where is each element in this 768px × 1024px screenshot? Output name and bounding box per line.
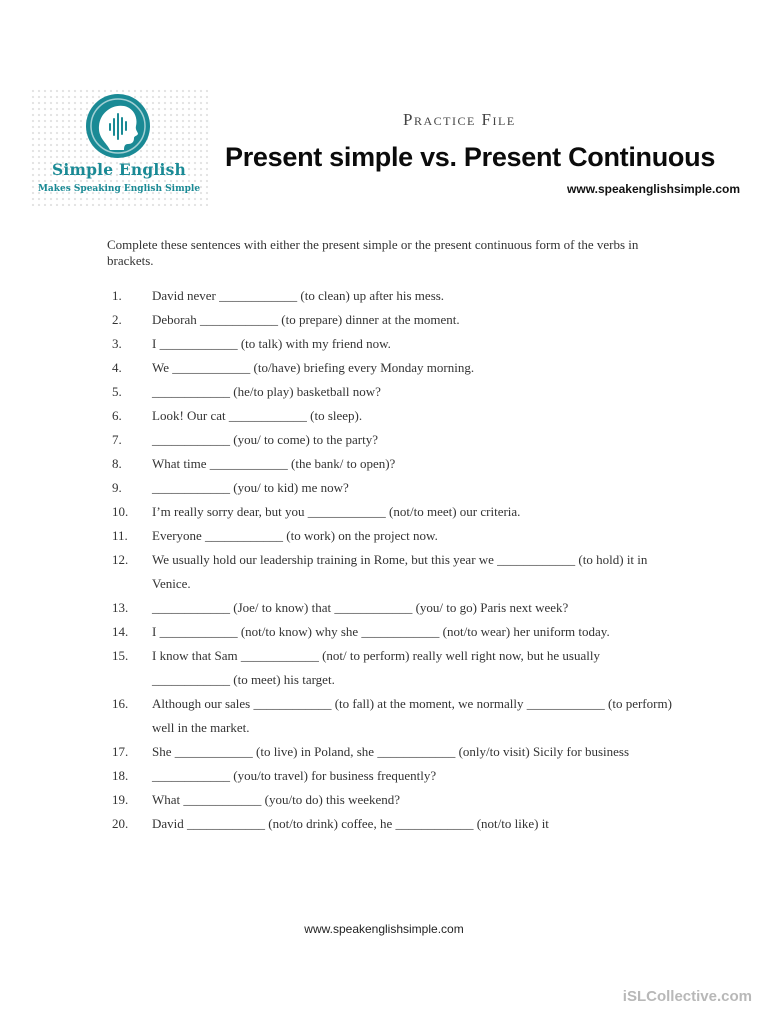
header-website-link[interactable]: www.speakenglishsimple.com xyxy=(567,182,740,196)
exercise-item xyxy=(112,332,672,356)
item-number: 5. xyxy=(112,384,122,399)
item-text: I know that Sam ____________ (not/ to perform) really well right now, but he usually ____________ (to meet) his target. xyxy=(152,648,600,687)
item-number: 1. xyxy=(112,288,122,303)
exercise-item xyxy=(112,788,672,812)
exercise-list xyxy=(112,284,672,836)
item-number: 17. xyxy=(112,744,129,759)
exercise-item xyxy=(112,308,672,332)
logo xyxy=(30,88,208,206)
item-text: I ____________ (not/to know) why she ____________ (not/to wear) her uniform today. xyxy=(152,624,610,639)
item-text: ____________ (you/to travel) for business frequently? xyxy=(152,768,437,783)
exercise-item xyxy=(112,644,672,692)
item-text: I ____________ (to talk) with my friend now. xyxy=(152,336,391,351)
item-text: David never ____________ (to clean) up after his mess. xyxy=(152,288,445,303)
exercise-item xyxy=(112,812,672,836)
item-number: 19. xyxy=(112,792,129,807)
exercise-item xyxy=(112,428,672,452)
item-text: ____________ (he/to play) basketball now? xyxy=(152,384,381,399)
exercise-item xyxy=(112,524,672,548)
exercise-item xyxy=(112,740,672,764)
item-text: We usually hold our leadership training in Rome, but this year we ____________ (to hold) it in Venice. xyxy=(152,552,648,591)
item-number: 3. xyxy=(112,336,122,351)
item-number: 13. xyxy=(112,600,129,615)
item-number: 18. xyxy=(112,768,129,783)
item-number: 10. xyxy=(112,504,129,519)
exercise-item xyxy=(112,620,672,644)
item-number: 16. xyxy=(112,696,129,711)
exercise-item xyxy=(112,500,672,524)
item-number: 15. xyxy=(112,648,129,663)
item-text: David ____________ (not/to drink) coffee, he ____________ (not/to like) it xyxy=(152,816,549,831)
item-number: 7. xyxy=(112,432,122,447)
exercise-item xyxy=(112,548,672,596)
item-number: 8. xyxy=(112,456,122,471)
instructions: Complete these sentences with either the present simple or the present continuous form of the verbs in brackets. xyxy=(107,237,639,268)
logo-tagline: Makes Speaking English Simple xyxy=(37,184,201,194)
item-number: 20. xyxy=(112,816,129,831)
item-text: ____________ (you/ to come) to the party? xyxy=(152,432,379,447)
item-number: 4. xyxy=(112,360,122,375)
item-number: 14. xyxy=(112,624,129,639)
exercise-item xyxy=(112,764,672,788)
item-text: What time ____________ (the bank/ to open)? xyxy=(152,456,396,471)
item-number: 11. xyxy=(112,528,128,543)
page-title: Present simple vs. Present Continuous xyxy=(225,142,716,172)
item-number: 2. xyxy=(112,312,122,327)
item-number: 9. xyxy=(112,480,122,495)
item-text: ____________ (Joe/ to know) that ____________ (you/ to go) Paris next week? xyxy=(152,600,569,615)
item-text: What ____________ (you/to do) this weekend? xyxy=(152,792,401,807)
item-number: 12. xyxy=(112,552,129,567)
item-text: We ____________ (to/have) briefing every Monday morning. xyxy=(152,360,475,375)
item-text: I’m really sorry dear, but you ____________ (not/to meet) our criteria. xyxy=(152,504,521,519)
exercise-item xyxy=(112,356,672,380)
item-text: Look! Our cat ____________ (to sleep). xyxy=(152,408,363,423)
item-number: 6. xyxy=(112,408,122,423)
item-text: Although our sales ____________ (to fall) at the moment, we normally ____________ (to perform) well in the market. xyxy=(152,696,672,735)
exercise-item xyxy=(112,596,672,620)
exercise-item xyxy=(112,476,672,500)
exercise-item xyxy=(112,284,672,308)
exercise-item xyxy=(112,692,672,740)
head-soundwave-icon xyxy=(80,92,156,160)
footer-website-link[interactable]: www.speakenglishsimple.com xyxy=(304,922,464,936)
practice-file-label: Practice File xyxy=(403,110,516,129)
exercise-item xyxy=(112,452,672,476)
item-text: ____________ (you/ to kid) me now? xyxy=(152,480,349,495)
item-text: She ____________ (to live) in Poland, she ____________ (only/to visit) Sicily for business xyxy=(152,744,630,759)
exercise-item xyxy=(112,380,672,404)
watermark: iSLCollective.com xyxy=(622,988,752,1005)
item-text: Everyone ____________ (to work) on the project now. xyxy=(152,528,438,543)
logo-name: Simple English xyxy=(52,160,186,179)
exercise-item xyxy=(112,404,672,428)
item-text: Deborah ____________ (to prepare) dinner at the moment. xyxy=(152,312,460,327)
